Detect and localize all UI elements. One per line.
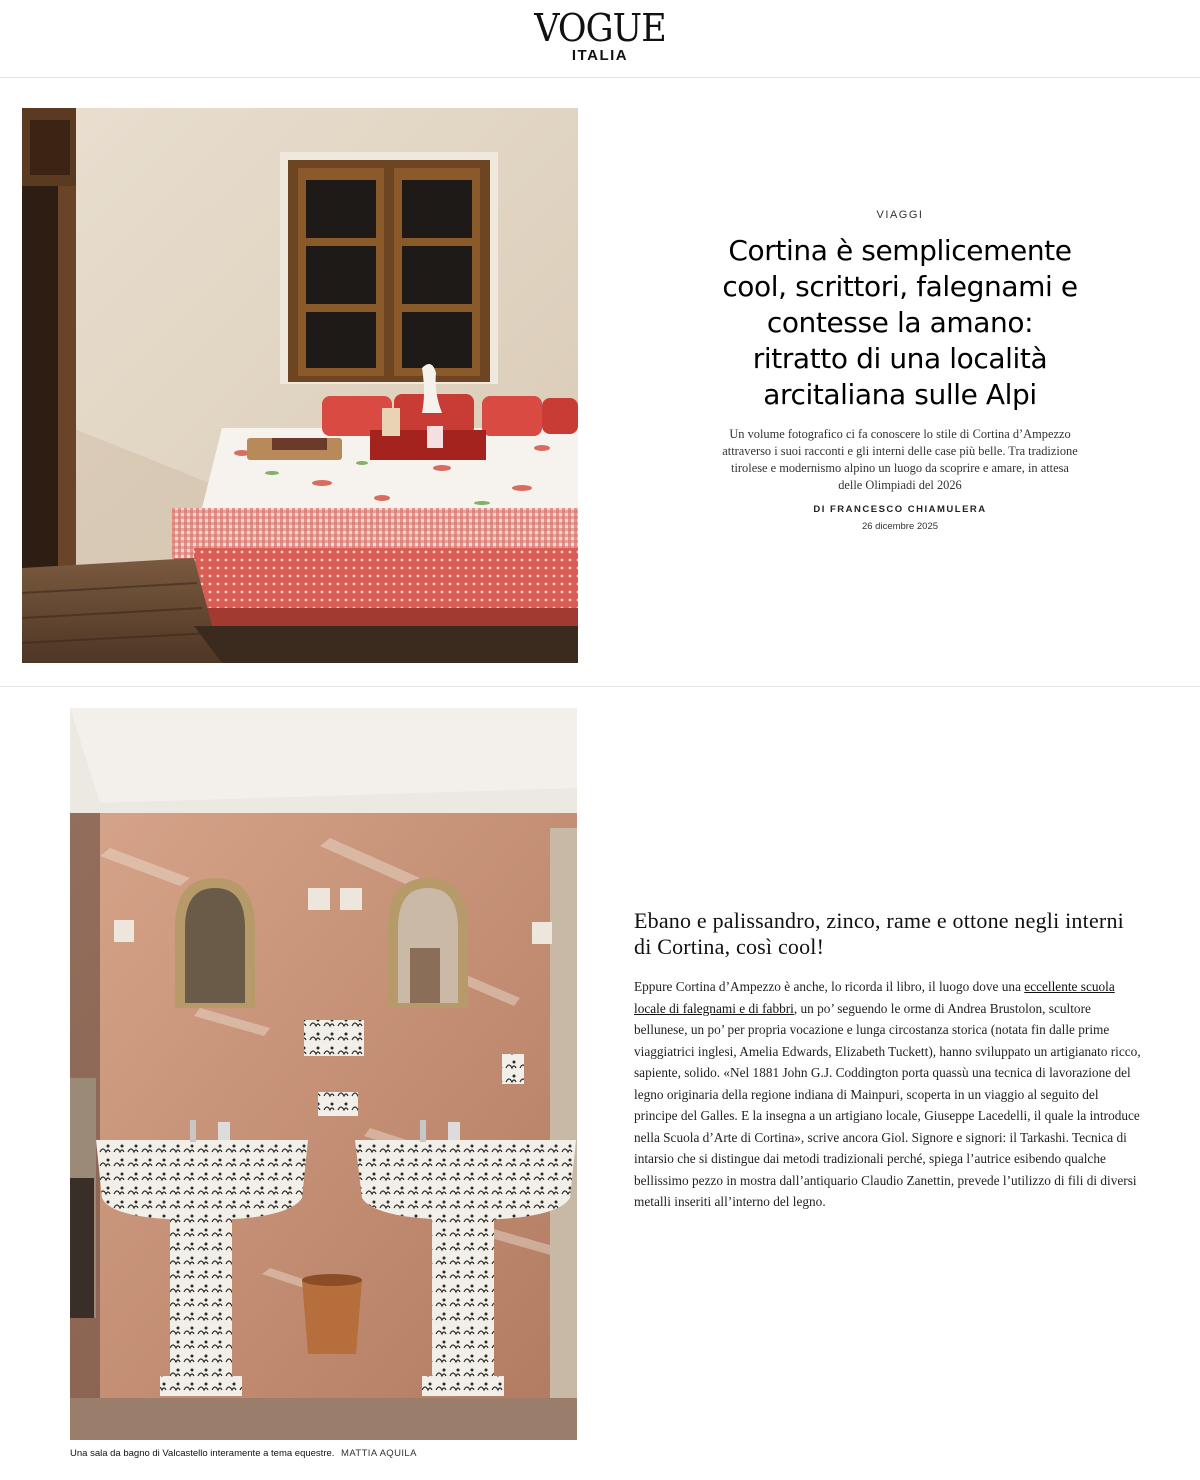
article-dek: Un volume fotografico ci fa conoscere lo stile di Cortina d’Ampezzo attraverso i suoi racconti e gli interni delle case più belle. Tra tradizione tirolese e modernismo alpino un luogo da scoprire e amare, in attesa delle Olimpiadi del 2026: [722, 427, 1078, 492]
publish-date: 26 dicembre 2025: [861, 521, 939, 532]
category-link[interactable]: VIAGGI: [876, 209, 924, 221]
section-divider: [0, 686, 1200, 687]
hero-text-block: [720, 205, 1080, 532]
byline: [720, 504, 1080, 515]
logo-edition: ITALIA: [571, 47, 629, 64]
paragraph-text-start: Eppure Cortina d’Ampezzo è anche, lo ricorda il libro, il luogo dove una: [634, 979, 1025, 994]
caption-text: Una sala da bagno di Valcastello interamente a tema equestre.: [70, 1448, 335, 1459]
logo-wordmark: VOGUE: [534, 6, 666, 50]
article-section: [634, 908, 1144, 1213]
article-headline: Cortina è semplicemente cool, scrittori, falegnami e contesse la amano: ritratto di una località arcitaliana sulle Alpi: [722, 234, 1078, 411]
section-subhead: Ebano e palissandro, zinco, rame e ottone negli interni di Cortina, così cool!: [634, 908, 1124, 959]
site-header: [0, 0, 1200, 78]
bathroom-image: [70, 708, 577, 1440]
paragraph-text-end: , un po’ seguendo le orme di Andrea Brustolon, scultore bellunese, un po’ per propria vocazione e lunga circostanza storica (notata fin dalle prime viaggiatrici inglesi, Amelia Edwards, Elizabeth Tuckett), hanno sviluppato un artigianato ricco, sapiente, solido. «Nel 1881 John G.J. Coddington porta quassù una tecnica di lavorazione del legno originaria della regione indiana di Mainpuri, scoperta in un viaggio al seguito del principe del Galles. E la insegna a un artigiano locale, Giuseppe Lacedelli, il quale la introduce nella Scuola d’Arte di Cortina», scrive ancora Giol. Signore e signori: il Tarkashi. Tecnica di intarsio che si distingue dai metodi tradizionali perché, spiega l’autrice esibendo qualche bellissimo pezzo in mostra dall’antiquario Claudio Zanettin, prevede l’utilizzo di fili di diversi metalli inseriti all’interno del legno.: [634, 1000, 1141, 1209]
vogue-italia-logo[interactable]: [0, 8, 1200, 64]
image-caption: [70, 1448, 590, 1459]
article-paragraph: [634, 976, 1144, 1213]
byline-prefix: DI: [813, 504, 830, 515]
author-link[interactable]: FRANCESCO CHIAMULERA: [829, 504, 987, 515]
photo-credit: MATTIA AQUILA: [341, 1448, 417, 1459]
hero-image: [22, 108, 578, 663]
inline-link-scuola[interactable]: eccellente scuola locale di falegnami e di fabbri: [634, 979, 1115, 1016]
